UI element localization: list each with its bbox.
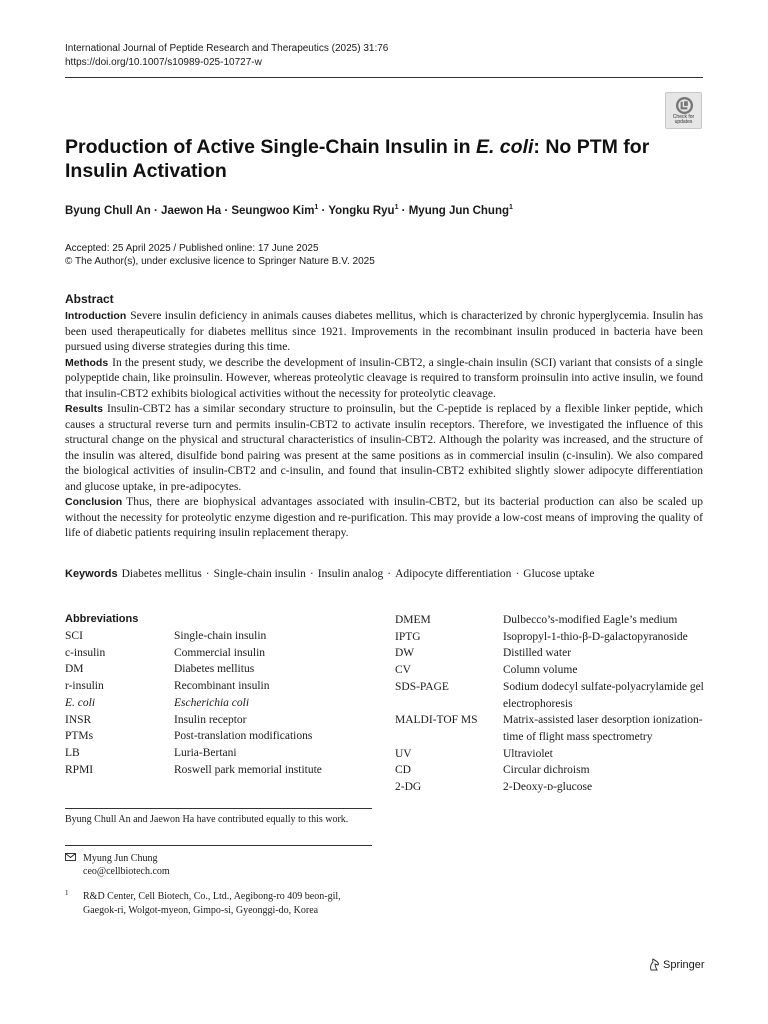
check-updates-label: Check for updates — [672, 114, 695, 125]
abbreviation-row — [65, 745, 322, 762]
corresponding-author-name: Myung Jun Chung — [83, 853, 158, 864]
abbreviation-row — [65, 712, 322, 729]
abbreviation-term: SCI — [65, 630, 83, 642]
author-separator: · — [150, 204, 162, 217]
check-for-updates-button[interactable] — [665, 92, 702, 129]
abstract-body — [65, 309, 703, 542]
article-title: Production of Active Single-Chain Insulin in E. coli: No PTM for Insulin Activation — [65, 136, 650, 182]
abstract-heading: Abstract — [65, 292, 114, 306]
doi-link[interactable]: https://doi.org/10.1007/s10989-025-10727-w — [65, 57, 262, 68]
abstract-section-text: In the present study, we describe the development of insulin-CBT2, a single-chain insulin (SCI) variant that consists of a single polypeptide chain, like proinsulin. However, whereas proteolytic cleavage is required to transform proinsulin into active insulin, we found that insulin-CBT2 exhibits biological activities without the necessity for proteolytic cleavage. — [65, 356, 703, 400]
footnote-divider — [65, 808, 372, 809]
springer-horse-icon — [648, 958, 660, 971]
abbreviation-term: c-insulin — [65, 646, 106, 659]
abbreviation-term: CV — [395, 664, 411, 677]
publisher-logo — [648, 958, 705, 971]
abstract-section-label: Introduction — [65, 310, 127, 322]
abbreviation-row — [395, 662, 708, 679]
abbreviation-term: IPTG — [395, 630, 421, 643]
abbreviation-definition: Luria-Bertani — [174, 746, 237, 759]
keyword-separator: · — [515, 568, 520, 580]
author-affiliation-marker: 1 — [509, 204, 513, 211]
abbreviation-term: INSR — [65, 713, 92, 726]
author-name[interactable]: Seungwoo Kim — [231, 204, 315, 217]
keyword-separator: · — [387, 568, 392, 580]
abbreviation-row — [395, 629, 708, 646]
keyword: Adipocyte differentiation — [395, 568, 512, 580]
keyword: Single-chain insulin — [213, 568, 306, 580]
abbreviation-definition: Insulin receptor — [174, 713, 247, 726]
affiliation-text: R&D Center, Cell Biotech, Co., Ltd., Aegibong-ro 409 beon-gil, Gaegok-ri, Wolgot-myeon, Gimpo-si, Gyeonggi-do, Korea — [83, 891, 341, 916]
abbreviation-definition: Isopropyl-1-thio-β-D-galactopyranoside — [503, 630, 688, 643]
abbreviation-row — [395, 762, 708, 779]
author-name[interactable]: Byung Chull An — [65, 204, 151, 217]
abstract-section-label: Conclusion — [65, 496, 123, 508]
author-separator: · — [221, 204, 232, 217]
journal-citation: International Journal of Peptide Research and Therapeutics (2025) 31:76 — [65, 43, 389, 54]
abbreviation-definition: Sodium dodecyl sulfate-polyacrylamide gel electrophoresis — [503, 680, 704, 710]
accepted-published-dates: Accepted: 25 April 2025 / Published online: 17 June 2025 — [65, 243, 319, 254]
copyright-notice: © The Author(s), under exclusive licence to Springer Nature B.V. 2025 — [65, 256, 375, 267]
abstract-section-text: Insulin-CBT2 has a similar secondary structure to proinsulin, but the C-peptide is replaced by a flexible linker peptide, which causes a structural reverse turn and permits insulin-CBT2 to activate insulin receptors. Therefore, we investigated the influence of this structural change on the physical and structural characteristics of insulin-CBT2. Although the polarity was increased, and the structure of the insulin was altered, disulfide bond pairing was present at the same positions as in commercial insulin (c-insulin). We also compared the biological activities of insulin-CBT2 and c-insulin, and found that insulin-CBT2 exhibited slightly slower adipocyte differentiation and glucose uptake, in pre-adipocytes. — [65, 403, 703, 493]
keyword-list — [122, 568, 595, 580]
abbreviation-row — [395, 612, 708, 629]
abbreviation-definition: Diabetes mellitus — [174, 663, 255, 676]
abbreviation-term: DMEM — [395, 614, 431, 626]
abbreviation-term: LB — [65, 746, 80, 759]
abbreviation-term: UV — [395, 747, 412, 760]
contribution-footnote: Byung Chull An and Jaewon Ha have contributed equally to this work. — [65, 814, 349, 825]
abbreviation-row — [395, 645, 708, 662]
abbreviation-definition: Single-chain insulin — [174, 630, 267, 642]
article-dates — [65, 242, 375, 268]
abbreviation-row — [65, 728, 322, 745]
abbreviation-definition: Recombinant insulin — [174, 680, 270, 693]
abbreviation-definition: Matrix-assisted laser desorption ionization-time of flight mass spectrometry — [503, 714, 703, 743]
abbreviation-row — [65, 678, 322, 695]
abbreviation-row — [65, 645, 322, 662]
keyword-separator: · — [205, 568, 210, 580]
abbreviation-term: DW — [395, 647, 415, 660]
abbreviation-definition: Distilled water — [503, 647, 572, 660]
abbreviation-row — [65, 695, 322, 712]
keyword: Glucose uptake — [523, 568, 595, 580]
abbreviation-definition: Escherichia coli — [174, 696, 250, 709]
keyword: Insulin analog — [317, 568, 384, 580]
abbreviation-row — [65, 661, 322, 678]
abbreviations-heading: Abbreviations — [65, 613, 139, 625]
abbreviation-definition: Commercial insulin — [174, 646, 266, 659]
abbreviation-row — [395, 746, 708, 763]
keyword-separator: · — [309, 568, 314, 580]
keywords-label: Keywords — [65, 568, 118, 580]
publisher-name: Springer — [663, 959, 705, 971]
abbreviation-row — [65, 762, 322, 779]
abbreviation-row — [395, 712, 708, 745]
abbreviation-definition: 2-Deoxy-ᴅ-glucose — [503, 781, 593, 794]
abstract-section — [65, 309, 703, 356]
keywords — [65, 568, 595, 580]
author-affiliation-marker: 1 — [314, 204, 319, 211]
abbreviation-term: MALDI-TOF MS — [395, 714, 478, 727]
abbreviation-term: CD — [395, 764, 411, 777]
corresponding-author-email[interactable]: ceo@cellbiotech.com — [83, 866, 170, 877]
abbreviation-row — [395, 679, 708, 712]
abbreviation-definition: Roswell park memorial institute — [174, 763, 322, 776]
abbreviation-term: PTMs — [65, 730, 94, 743]
abbreviation-term: E. coli — [65, 696, 96, 709]
abbreviation-term: SDS-PAGE — [395, 680, 449, 693]
abbreviations-table-right — [395, 612, 708, 796]
abbreviation-term: RPMI — [65, 763, 94, 776]
abbreviation-term: 2-DG — [395, 781, 422, 794]
abbreviation-definition: Ultraviolet — [503, 747, 553, 760]
author-name[interactable]: Myung Jun Chung — [408, 204, 510, 217]
abbreviation-term: DM — [65, 663, 84, 676]
abstract-section — [65, 402, 703, 495]
abstract-section-label: Results — [65, 403, 103, 415]
header-divider — [65, 77, 703, 78]
footnote-divider-2 — [65, 845, 372, 846]
abbreviation-row — [65, 628, 322, 645]
envelope-icon — [65, 853, 76, 861]
affiliation-number: 1 — [65, 889, 69, 897]
author-name[interactable]: Jaewon Ha — [161, 204, 222, 217]
author-name[interactable]: Yongku Ryu — [328, 204, 395, 217]
abbreviation-term: r-insulin — [65, 680, 104, 693]
keyword: Diabetes mellitus — [121, 568, 202, 580]
author-affiliation-marker: 1 — [394, 204, 399, 211]
abbreviation-definition: Column volume — [503, 664, 578, 677]
author-separator: · — [318, 204, 329, 217]
abstract-section — [65, 495, 703, 542]
abstract-section-text: Severe insulin deficiency in animals causes diabetes mellitus, which is characterized by chronic hyperglycemia. Insulin has been used therapeutically for diabetes mellitus since 1921. Improvements in the recombinant insulin produced in bacteria have been pursued using diverse strategies during this time. — [65, 310, 703, 353]
abstract-section-text: Thus, there are biophysical advantages associated with insulin-CBT2, but its bacterial production can also be scaled up without the necessity for proteolytic enzyme digestion and re-purification. This may provide a low-cost means of improving the quality of life of diabetic patients requiring insulin replacement therapy. — [65, 496, 703, 539]
author-list — [65, 204, 513, 217]
abbreviations-table-left — [65, 628, 322, 778]
author-separator: · — [398, 204, 409, 217]
abstract-section — [65, 356, 703, 403]
abbreviation-definition: Circular dichroism — [503, 764, 590, 777]
abstract-section-label: Methods — [65, 356, 109, 369]
abbreviation-row — [395, 779, 708, 796]
abbreviation-definition: Dulbecco’s-modified Eagle’s medium — [503, 614, 678, 626]
check-updates-icon — [675, 96, 694, 115]
abbreviation-definition: Post-translation modifications — [174, 730, 313, 743]
journal-header — [65, 42, 388, 70]
